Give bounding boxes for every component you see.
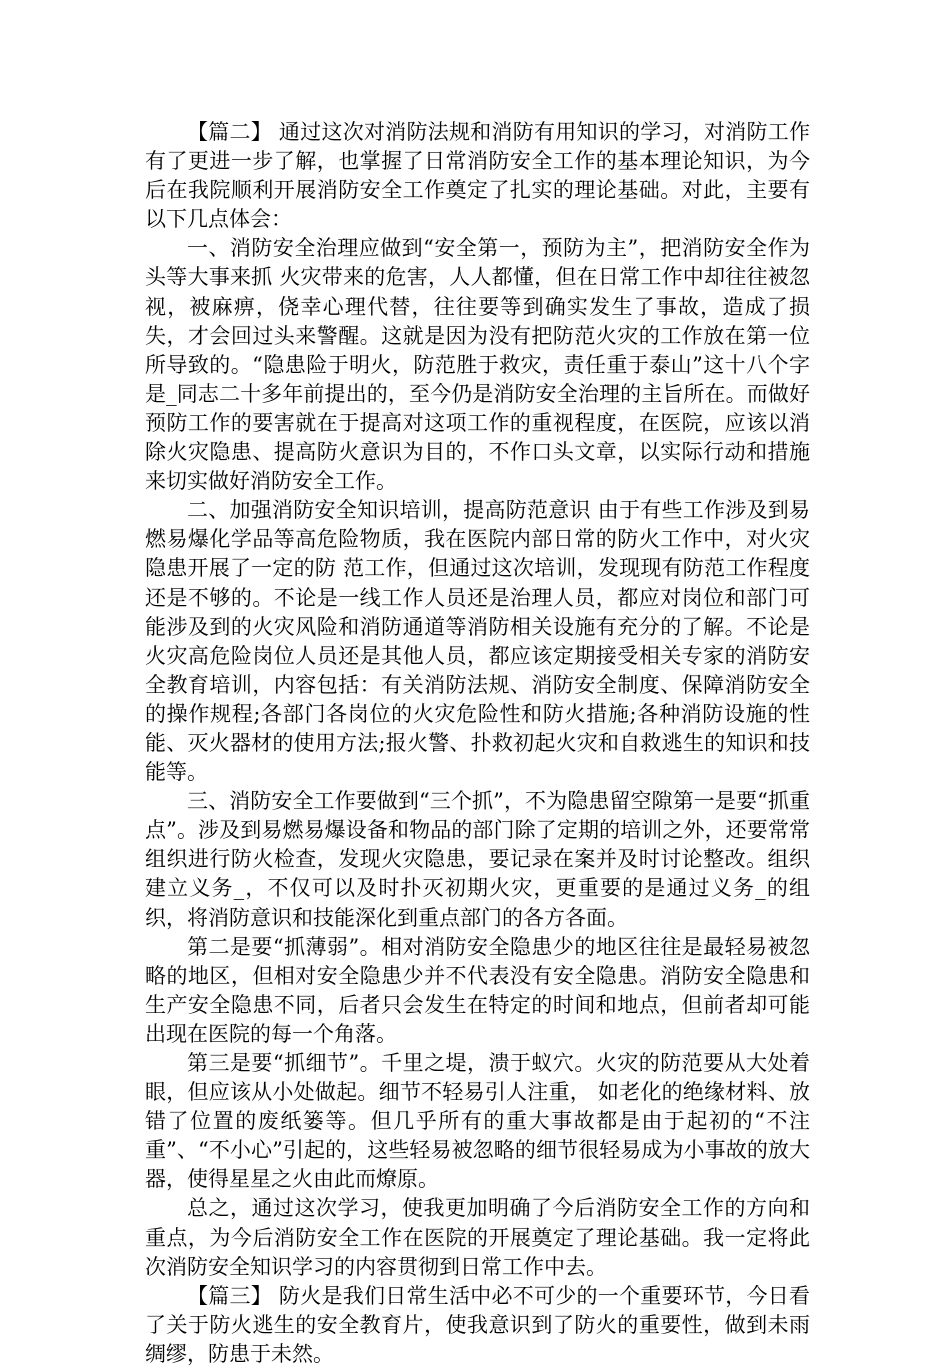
paragraph-part-two-intro: 【篇二】 通过这次对消防法规和消防有用知识的学习，对消防工作有了更进一步了解，也掌握了日常消防安全工作的基本理论知识，为今后在我院顺利开展消防安全工作奠定了扎实的理论基础。对此，主要有以下几点体会： [145,120,810,232]
paragraph-second-weak-points: 第二是要“抓薄弱”。相对消防安全隐患少的地区往往是最轻易被忽略的地区，但相对安全隐患少并不代表没有安全隐患。消防安全隐患和生产安全隐患不同，后者只会发生在特定的时间和地点，但前者却可能出现在医院的每一个角落。 [145,934,810,1046]
paragraph-part-three-intro: 【篇三】 防火是我们日常生活中必不可少的一个重要环节，今日看了关于防火逃生的安全教育片，使我意识到了防火的重要性，做到未雨绸缪，防患于未然。 [145,1283,810,1366]
paragraph-point-three: 三、消防安全工作要做到“三个抓”，不为隐患留空隙第一是要“抓重点”。涉及到易燃易爆设备和物品的部门除了定期的培训之外，还要常常组织进行防火检查，发现火灾隐患，要记录在案并及时讨论整改。组织建立义务_，不仅可以及时扑灭初期火灾，更重要的是通过义务_的组织，将消防意识和技能深化到重点部门的各方各面。 [145,789,810,930]
paragraph-point-one: 一、消防安全治理应做到“安全第一，预防为主”，把消防安全作为头等大事来抓 火灾带来的危害，人人都懂，但在日常工作中却往往被忽视，被麻痹，侥幸心理代替，往往要等到确实发生了事故，造成了损失，才会回过头来警醒。这就是因为没有把防范火灾的工作放在第一位所导致的。“隐患险于明火，防范胜于救灾，责任重于泰山”这十八个字是_同志二十多年前提出的，至今仍是消防安全治理的主旨所在。而做好预防工作的要害就在于提高对这项工作的重视程度，在医院，应该以消除火灾隐患、提高防火意识为目的，不作口头文章，以实际行动和措施来切实做好消防安全工作。 [145,236,810,494]
paragraph-summary: 总之，通过这次学习，使我更加明确了今后消防安全工作的方向和重点，为今后消防安全工作在医院的开展奠定了理论基础。我一定将此次消防安全知识学习的内容贯彻到日常工作中去。 [145,1196,810,1279]
paragraph-third-details: 第三是要“抓细节”。千里之堤，溃于蚁穴。火灾的防范要从大处着眼，但应该从小处做起。细节不轻易引人注重， 如老化的绝缘材料、放错了位置的废纸篓等。但几乎所有的重大事故都是由于起初的“不注重”、“不小心”引起的，这些轻易被忽略的细节很轻易成为小事故的放大器，使得星星之火由此而燎原。 [145,1051,810,1192]
paragraph-point-two: 二、加强消防安全知识培训，提高防范意识 由于有些工作涉及到易燃易爆化学品等高危险物质，我在医院内部日常的防火工作中，对火灾隐患开展了一定的防 范工作，但通过这次培训，发现现有防范工作程度还是不够的。不论是一线工作人员还是治理人员，都应对岗位和部门可能涉及到的火灾风险和消防通道等消防相关设施有充分的了解。不论是火灾高危险岗位人员还是其他人员，都应该定期接受相关专家的消防安全教育培训，内容包括：有关消防法规、消防安全制度、保障消防安全的操作规程;各部门各岗位的火灾危险性和防火措施;各种消防设施的性能、灭火器材的使用方法;报火警、扑救初起火灾和自救逃生的知识和技能等。 [145,498,810,785]
document-body [145,118,810,1369]
